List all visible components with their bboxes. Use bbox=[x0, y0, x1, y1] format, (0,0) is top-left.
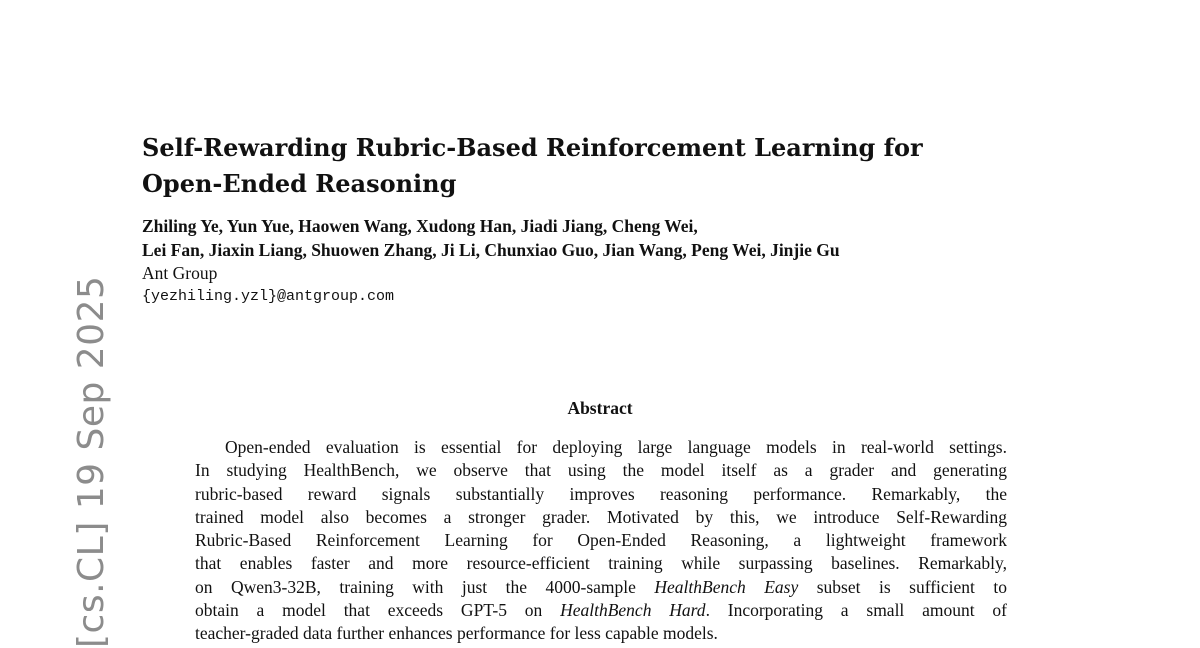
dataset-name-emphasis: HealthBench Easy bbox=[654, 576, 799, 597]
paper-title bbox=[142, 130, 1042, 202]
arxiv-identifier-stamp: [cs.CL] 19 Sep 2025 bbox=[71, 275, 112, 648]
author-line-2: Lei Fan, Jiaxin Liang, Shuowen Zhang, Ji Li, Chunxiao Guo, Jian Wang, Peng Wei, Jinjie Gu bbox=[142, 240, 840, 260]
abstract-heading: Abstract bbox=[567, 398, 633, 418]
abstract-line: teacher-graded data further enhances performance for less capable models. bbox=[195, 623, 718, 644]
abstract-line: In studying HealthBench, we observe that using the model itself as a grader and generating bbox=[195, 460, 1007, 481]
abstract-line bbox=[195, 599, 1007, 622]
contact-email: {yezhiling.yzl}@antgroup.com bbox=[142, 288, 395, 305]
abstract-text: subset is sufficient to bbox=[798, 576, 1007, 597]
abstract-text: obtain a model that exceeds GPT-5 on bbox=[195, 600, 561, 621]
paper-title-line-2: Open-Ended Reasoning bbox=[142, 169, 457, 198]
paper-title-line-1: Self-Rewarding Rubric-Based Reinforcement Learning for bbox=[142, 133, 923, 162]
abstract-line: rubric-based reward signals substantially improves reasoning performance. Remarkably, the bbox=[195, 483, 1007, 504]
abstract-line bbox=[195, 576, 1007, 599]
abstract-line: that enables faster and more resource-efficient training while surpassing baselines. Remarkably, bbox=[195, 553, 1007, 574]
abstract-line: trained model also becomes a stronger grader. Motivated by this, we introduce Self-Rewarding bbox=[195, 506, 1007, 527]
abstract-body bbox=[195, 436, 1007, 646]
abstract-line: Open-ended evaluation is essential for deploying large language models in real-world settings. bbox=[225, 437, 1007, 457]
abstract-text: on Qwen3-32B, training with just the 4000-sample bbox=[195, 576, 655, 597]
dataset-name-emphasis: HealthBench Hard bbox=[560, 600, 706, 621]
abstract-text: . Incorporating a small amount of bbox=[705, 600, 1007, 621]
affiliation: Ant Group bbox=[142, 263, 218, 283]
abstract-line: Rubric-Based Reinforcement Learning for Open-Ended Reasoning, a lightweight framework bbox=[195, 530, 1007, 551]
author-line-1: Zhiling Ye, Yun Yue, Haowen Wang, Xudong Han, Jiadi Jiang, Cheng Wei, bbox=[142, 216, 698, 236]
author-list bbox=[142, 214, 840, 262]
